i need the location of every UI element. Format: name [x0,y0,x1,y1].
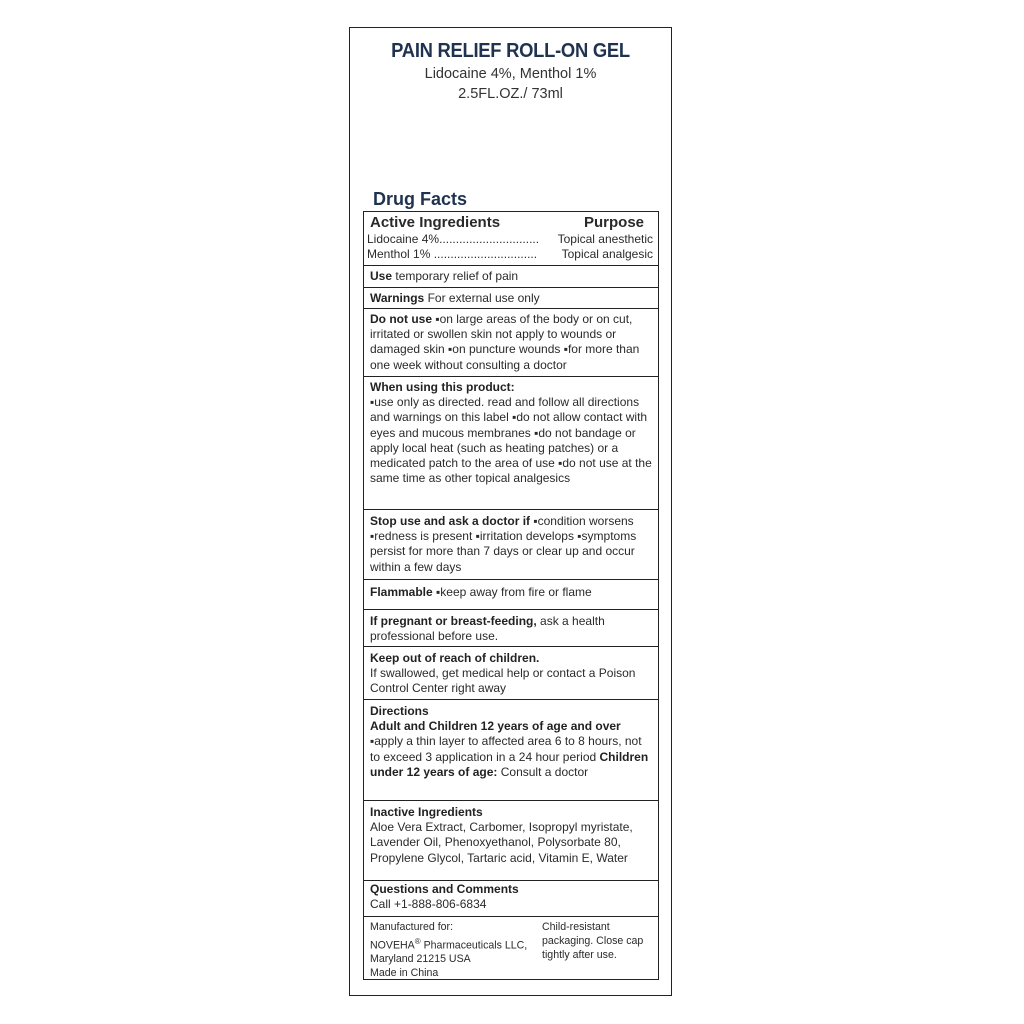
child-directions-text: Consult a doctor [500,764,589,779]
children-label: Keep out of reach of children. [370,651,540,665]
when-using-label: When using this product: [370,380,515,394]
questions-section [364,880,658,916]
product-volume: 2.5FL.OZ./ 73ml [458,86,563,102]
when-using-text: ▪use only as directed. read and follow all directions and warnings on this label ▪do not allow contact with eyes and mucous membranes ▪do not bandage or apply local heat (such as heating patches) or a medicated patch to the area of use ▪do not use at the same time as other topical analgesics [370,395,652,486]
ingredient-row [367,232,653,247]
drug-facts-box [363,211,659,980]
pregnancy-section [364,609,658,646]
do-not-use-label: Do not use [370,312,432,326]
leader-dots: ............................... [433,247,538,261]
active-ingredients-section [364,212,658,265]
footer-section [364,916,658,979]
active-ingredients-header: Active Ingredients [370,214,501,231]
inactive-ingredients-section [364,800,658,880]
do-not-use-section [364,308,658,376]
manufacturer-address: Pharmaceuticals LLC, Maryland 21215 USA [370,939,528,966]
pregnancy-label: If pregnant or breast-feeding, [370,614,537,628]
ingredient-row [367,247,653,262]
manufacturer-info [370,921,535,981]
directions-section [364,699,658,800]
manufacturer-company: NOVEHA [370,939,415,952]
children-section [364,646,658,699]
ingredient-purpose: Topical anesthetic [557,232,653,246]
child-directions-label: Children under 12 years of age: [370,749,649,779]
drug-facts-heading: Drug Facts [373,189,468,209]
stop-use-section [364,509,658,579]
registered-mark: ® [414,936,421,946]
questions-text: Call +1-888-806-6834 [370,897,487,912]
directions-label: Directions [370,704,429,718]
children-text: If swallowed, get medical help or contact a Poison Control Center right away [370,666,636,696]
when-using-section [364,376,658,509]
questions-label: Questions and Comments [370,882,519,896]
warnings-section [364,287,658,308]
product-label [349,27,672,996]
inactive-ingredients-label: Inactive Ingredients [370,805,483,819]
flammable-text: ▪keep away from fire or flame [436,585,592,599]
ingredient-name: Lidocaine 4% [367,232,440,246]
do-not-use-text: ▪on large areas of the body or on cut, irritated or swollen skin not apply to wounds or damaged skin ▪on puncture wounds ▪for more than one week without consulting a doctor [370,312,640,372]
leader-dots: .............................. [439,232,540,246]
manufacturer-origin: Made in China [370,966,439,979]
child-resistant-note: Child-resistant packaging. Close cap tightly after use. [542,921,644,961]
ingredient-purpose: Topical analgesic [561,247,653,261]
product-title: PAIN RELIEF ROLL-ON GEL [391,40,630,62]
stop-use-text: ▪condition worsens ▪redness is present ▪irritation develops ▪symptoms persist for more than 7 days or clear up and occur within a few days [370,514,637,574]
adult-directions-text: ▪apply a thin layer to affected area 6 to 8 hours, not to exceed 3 application in a 24 hour period [370,734,642,764]
use-section [364,265,658,287]
stop-use-label: Stop use and ask a doctor if [370,514,531,528]
flammable-section [364,579,658,609]
use-text: temporary relief of pain [395,269,519,283]
flammable-label: Flammable [370,585,433,599]
manufacturer-line1: Manufactured for: [370,921,454,933]
inactive-ingredients-text: Aloe Vera Extract, Carbomer, Isopropyl myristate, Lavender Oil, Phenoxyethanol, Polysorbate 80, Propylene Glycol, Tartaric acid, Vitamin E, Water [370,820,633,865]
use-label: Use [370,269,393,283]
warnings-label: Warnings [370,291,425,305]
ingredient-name: Menthol 1% [367,247,431,261]
product-subtitle: Lidocaine 4%, Menthol 1% [424,66,597,82]
adult-directions-label: Adult and Children 12 years of age and over [370,719,621,734]
pregnancy-text: ask a health professional before use. [370,614,605,644]
warnings-text: For external use only [427,291,540,305]
purpose-header: Purpose [583,214,644,231]
